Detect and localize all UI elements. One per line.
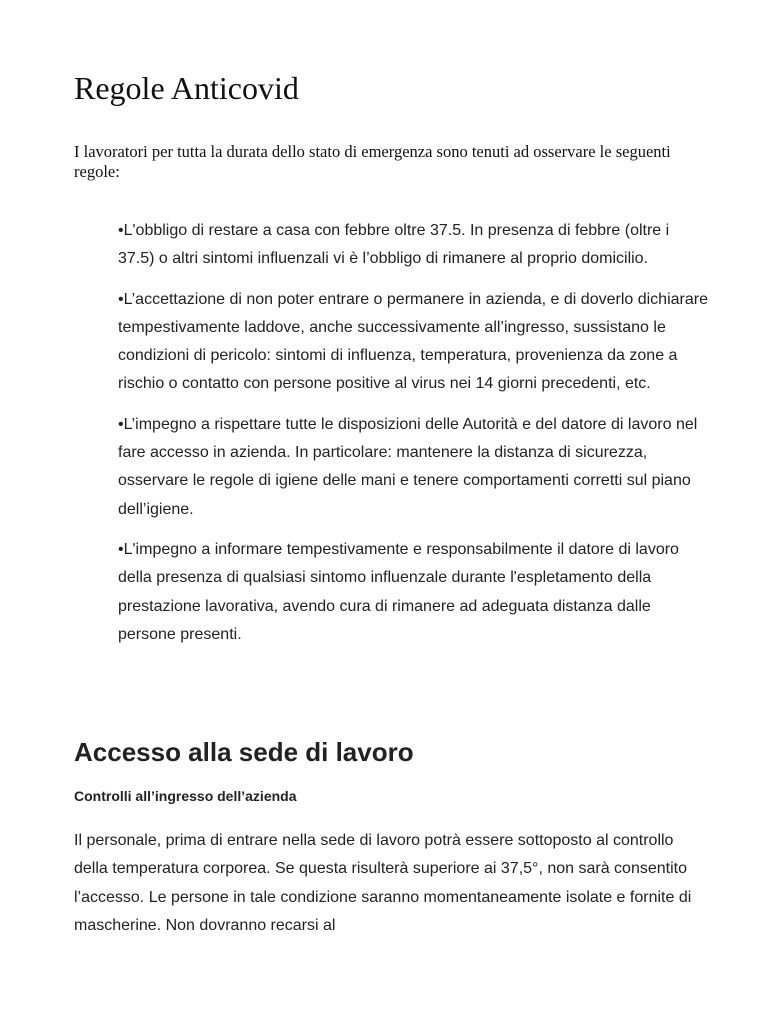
rule-item-reporting: •L'impegno a informare tempestivamente e responsabilmente il datore di lavoro della presenza di qualsiasi sintomo influenzale durante l'espletamento della prestazione lavorativa, avendo cura di rimanere ad adeguata distanza dalle persone presenti. [118,540,679,643]
rule-item-compliance: •L’impegno a rispettare tutte le disposizioni delle Autorità e del datore di lavoro nel fare accesso in azienda. In particolare: mantenere la distanza di sicurezza, osservare le regole di igiene delle mani e tenere comportamenti corretti sul piano dell’igiene. [118,415,698,518]
rules-list [118,217,708,661]
section-subheading: Controlli all’ingresso dell’azienda [74,788,297,804]
section-heading: Accesso alla sede di lavoro [74,737,414,767]
intro-paragraph: I lavoratori per tutta la durata dello stato di emergenza sono tenuti ad osservare le seguenti regole: [74,142,671,181]
section-paragraph: Il personale, prima di entrare nella sede di lavoro potrà essere sottoposto al controllo della temperatura corporea. Se questa risulterà superiore ai 37,5°, non sarà consentito l’accesso. Le persone in tale condizione saranno momentaneamente isolate e fornite di mascherine. Non dovranno recarsi al [74,832,692,934]
rule-item-access-acceptance: •L’accettazione di non poter entrare o permanere in azienda, e di doverlo dichiarare tempestivamente laddove, anche successivamente all’ingresso, sussistano le condizioni di pericolo: sintomi di influenza, temperatura, provenienza da zone a rischio o contatto con persone positive al virus nei 14 giorni precedenti, etc. [118,290,708,393]
page-title: Regole Anticovid [74,70,299,106]
rule-item-fever: •L'obbligo di restare a casa con febbre oltre 37.5. In presenza di febbre (oltre i 37.5) o altri sintomi influenzali vi è l’obbligo di rimanere al proprio domicilio. [118,222,670,268]
